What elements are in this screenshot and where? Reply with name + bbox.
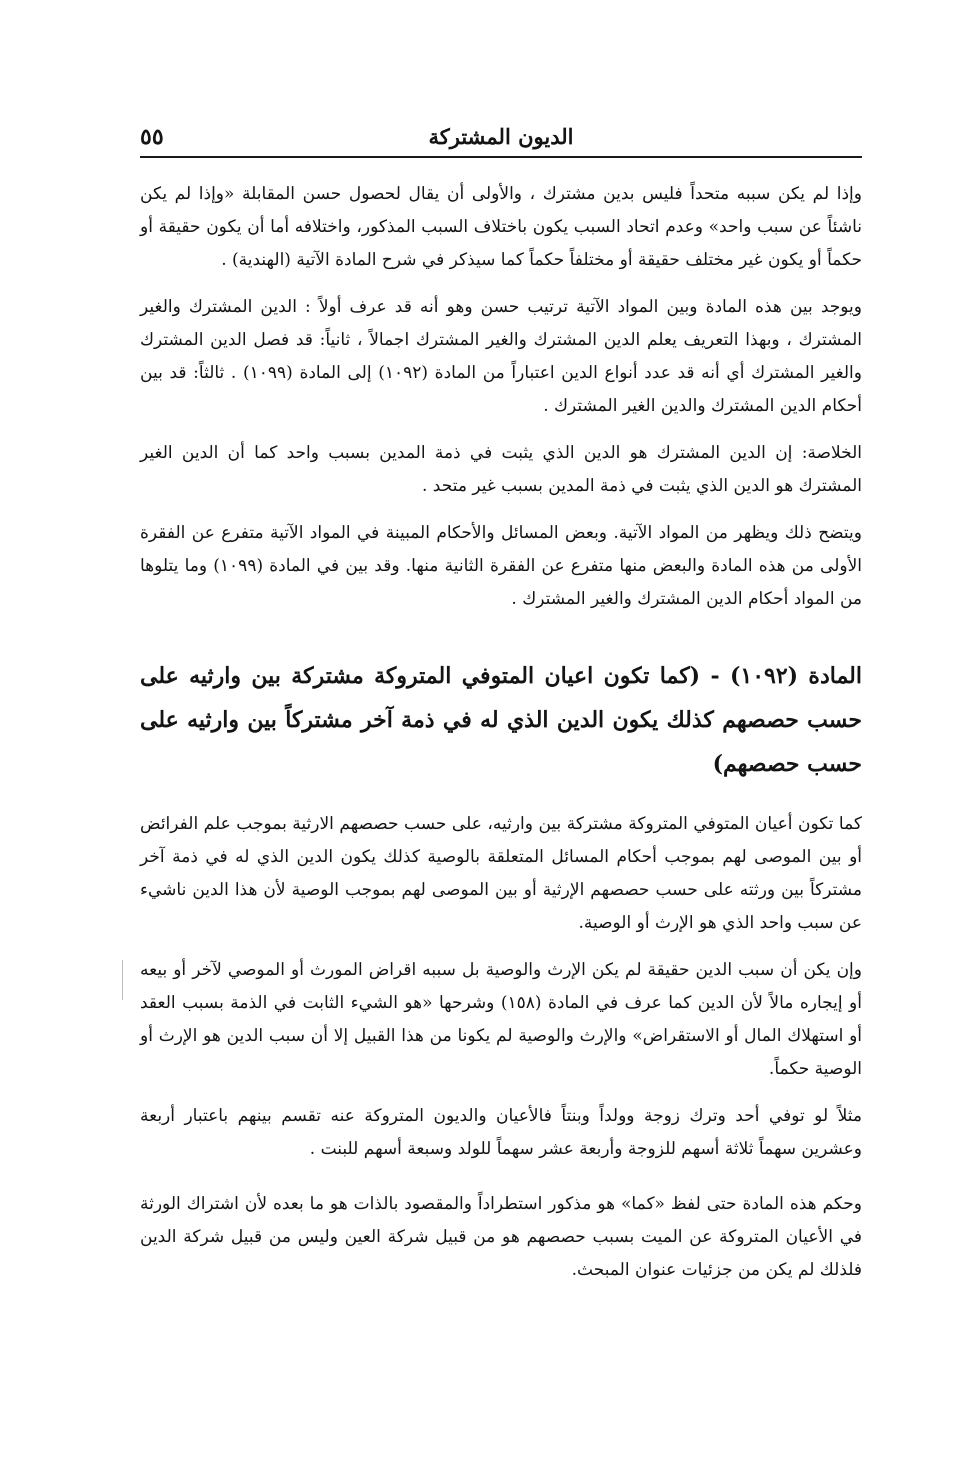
page-body xyxy=(140,178,862,1287)
paragraph-4: ويتضح ذلك ويظهر من المواد الآتية. وبعض المسائل والأحكام المبينة في المواد الآتية متفرع عن الفقرة الأولى من هذه المادة والبعض منها متفرع عن الفقرة الثانية منها. وقد بين في المادة (١٠٩٩) وما يتلوها من المواد أحكام الدين المشترك والغير المشترك . xyxy=(140,523,862,609)
paragraph-1: وإذا لم يكن سببه متحداً فليس بدين مشترك ، والأولى أن يقال لحصول حسن المقابلة «وإذا لم يكن ناشئاً عن سبب واحد» وعدم اتحاد السبب يكون باختلاف السبب المذكور، واختلافه أما أن يكون حقيقة أو حكماً أو يكون غير مختلف حقيقة أو مختلفاً حكماً كما سيذكر في شرح المادة الآتية (الهندية) . xyxy=(140,184,862,270)
paragraph-5: كما تكون أعيان المتوفي المتروكة مشتركة بين وارثيه، على حسب حصصهم الارثية بموجب علم الفرائض أو بين الموصى لهم بموجب أحكام المسائل المتعلقة بالوصية كذلك يكون الدين الذي له في ذمة آخر مشتركاً بين ورثته على حسب حصصهم الإرثية أو بين الموصى لهم بموجب الوصية لأن هذا الدين ناشيء عن سبب واحد الذي هو الإرث أو الوصية. xyxy=(140,814,863,933)
paragraph-6: وإن يكن أن سبب الدين حقيقة لم يكن الإرث والوصية بل سببه اقراض المورث أو الموصي لآخر أو بيعه أو إيجاره مالاً لأن الدين كما عرف في المادة (١٥٨) وشرحها «هو الشيء الثابت في الذمة بسبب العقد أو استهلاك المال أو الاستقراض» والإرث والوصية لم يكونا من هذا القبيل إلا أن سبب الدين هو الإرث أو الوصية حكماً. xyxy=(140,960,862,1079)
spacer xyxy=(140,503,862,517)
spacer xyxy=(140,786,862,808)
spacer xyxy=(140,1166,862,1188)
paragraph-7-example: مثلاً لو توفي أحد وترك زوجة وولداً وبنتاً فالأعيان والديون المتروكة عنه تقسم بينهم باعتبار أربعة وعشرين سهماً ثلاثة أسهم للزوجة وأربعة عشر سهماً للولد وسبعة أسهم للبنت . xyxy=(140,1106,862,1159)
page-header xyxy=(140,118,862,158)
spacer xyxy=(140,277,862,291)
article-1092-text: المادة (١٠٩٢) - (كما تكون اعيان المتوفي المتروكة مشتركة بين وارثيه على حسب حصصهم كذلك يكون الدين الذي له في ذمة آخر مشتركاً بين وارثيه على حسب حصصهم) xyxy=(140,663,862,777)
margin-mark xyxy=(122,960,123,1000)
running-title: الديون المشتركة xyxy=(428,124,574,149)
paragraph-3-summary: الخلاصة: إن الدين المشترك هو الدين الذي يثبت في ذمة المدين بسبب واحد كما أن الدين الغير المشترك هو الدين الذي يثبت في ذمة المدين بسبب غير متحد . xyxy=(140,443,862,496)
page-number: ٥٥ xyxy=(140,124,164,150)
spacer xyxy=(140,1086,862,1100)
paragraph-8: وحكم هذه المادة حتى لفظ «كما» هو مذكور استطراداً والمقصود بالذات هو ما بعده لأن اشتراك الورثة في الأعيان المتروكة عن الميت بسبب حصصهم هو من قبيل شركة العين وليس من قبيل شركة الدين فلذلك لم يكن من جزئيات عنوان المبحث. xyxy=(140,1194,862,1280)
spacer xyxy=(140,423,862,437)
spacer xyxy=(140,616,862,654)
spacer xyxy=(140,940,862,954)
paragraph-2: ويوجد بين هذه المادة وبين المواد الآتية ترتيب حسن وهو أنه قد عرف أولاً : الدين المشترك والغير المشترك ، وبهذا التعريف يعلم الدين المشترك والغير المشترك اجمالاً ، ثانياً: قد فصل الدين المشترك والغير المشترك أي أنه قد عدد أنواع الدين اعتباراً من المادة (١٠٩٢) إلى المادة (١٠٩٩) . ثالثاً: قد بين أحكام الدين المشترك والدين الغير المشترك . xyxy=(140,297,862,416)
